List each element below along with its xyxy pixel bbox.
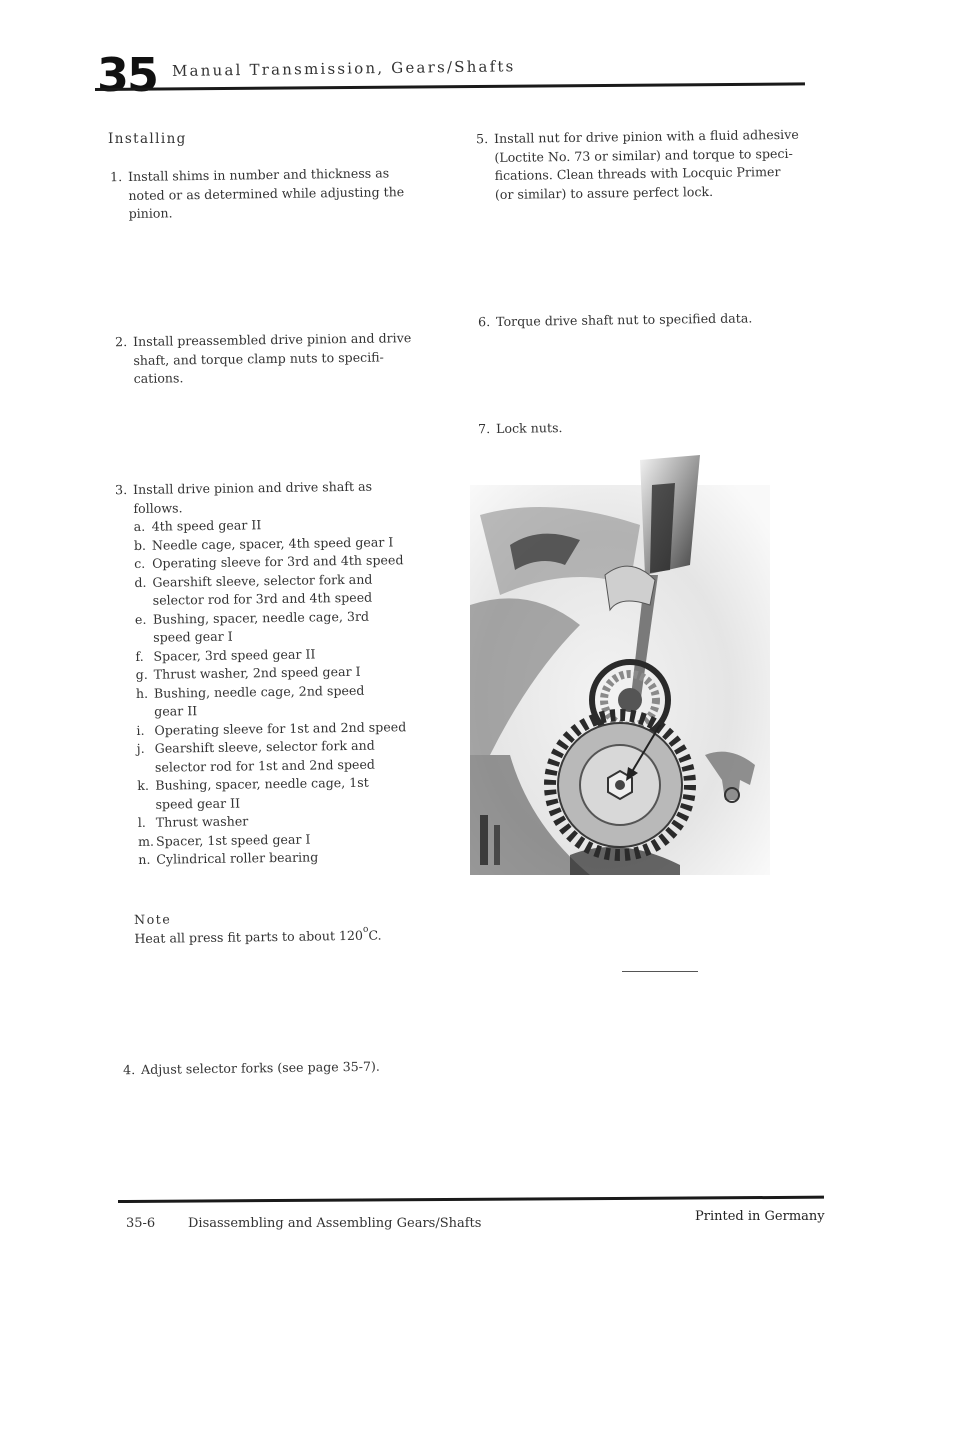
step-number: 1. <box>110 169 123 185</box>
substep-letter: m. <box>137 833 155 849</box>
note-text <box>134 926 382 950</box>
step-number: 3. <box>115 482 128 498</box>
substep-letter: f. <box>135 648 144 664</box>
page-number: 35-6 <box>126 1216 156 1231</box>
step-number: 5. <box>476 131 489 147</box>
step-line: pinion. <box>128 205 173 221</box>
substep-line: Spacer, 1st speed gear I <box>155 831 311 849</box>
substep-line: gear II <box>154 703 198 719</box>
header-rule <box>95 82 805 91</box>
step-line: (or similar) to assure perfect lock. <box>494 183 714 202</box>
substep-line: speed gear II <box>155 795 241 812</box>
substep-n <box>138 847 408 869</box>
step-3 <box>115 477 408 869</box>
step-line: follows. <box>133 499 183 516</box>
substep-letter: k. <box>137 777 149 793</box>
note-heading: Note <box>134 911 172 927</box>
substep-e <box>135 607 405 648</box>
substep-line: Operating sleeve for 1st and 2nd speed <box>154 718 407 738</box>
substep-line: Gearshift sleeve, selector fork and <box>154 737 375 756</box>
substep-line: Gearshift sleeve, selector fork and <box>152 571 373 590</box>
step-line: shaft, and torque clamp nuts to specifi- <box>133 349 384 368</box>
substep-h <box>136 681 406 722</box>
substep-letter: c. <box>134 555 146 571</box>
step-6 <box>478 309 753 331</box>
step-line: Torque drive shaft nut to specified data. <box>496 310 753 329</box>
footer-rule <box>118 1196 824 1203</box>
step-line: Install preassembled drive pinion and drive <box>133 330 412 349</box>
note-text-main: Heat all press fit parts to about 120 <box>134 927 364 946</box>
footer-title: Disassembling and Assembling Gears/Shafts <box>188 1216 482 1231</box>
section-heading: Installing <box>108 131 187 147</box>
substep-letter: i. <box>136 722 145 738</box>
substep-letter: d. <box>134 574 147 590</box>
step-line: fications. Clean threads with Locquic Primer <box>494 164 781 183</box>
gear-locking-photo <box>470 455 770 875</box>
substep-letter: l. <box>137 814 146 830</box>
substep-letter: j. <box>136 740 145 756</box>
substep-line: Thrust washer <box>155 813 249 830</box>
step-4 <box>123 1058 380 1080</box>
step-line: Install shims in number and thickness as <box>128 165 390 184</box>
step-number: 7. <box>478 421 491 437</box>
note-text-unit: C. <box>368 927 382 943</box>
degree-symbol: o <box>362 924 369 935</box>
separator-rule <box>622 971 698 972</box>
substep-line: Operating sleeve for 3rd and 4th speed <box>152 552 404 571</box>
step-line: Install nut for drive pinion with a fluid adhesive <box>494 126 799 146</box>
substep-letter: n. <box>138 851 151 867</box>
step-line: Install drive pinion and drive shaft as <box>133 478 373 497</box>
substep-line: 4th speed gear II <box>151 517 262 534</box>
substep-letter: e. <box>134 611 147 627</box>
substep-k <box>137 773 407 814</box>
substep-line: Spacer, 3rd speed gear II <box>153 645 316 664</box>
substep-line: Needle cage, spacer, 4th speed gear I <box>151 533 394 553</box>
step-number: 2. <box>115 334 128 350</box>
chapter-number: 35 <box>97 48 158 102</box>
substep-line: Bushing, needle cage, 2nd speed <box>153 682 365 701</box>
substep-letter: g. <box>135 666 148 682</box>
step-line: Adjust selector forks (see page 35-7). <box>141 1058 380 1077</box>
step-1 <box>110 164 405 223</box>
printed-in: Printed in Germany <box>695 1209 825 1224</box>
substep-j <box>137 736 407 777</box>
step-number: 4. <box>123 1062 136 1078</box>
substep-letter: h. <box>135 685 149 701</box>
substep-line: speed gear I <box>153 628 233 645</box>
substep-line: selector rod for 3rd and 4th speed <box>152 589 373 608</box>
substep-letter: a. <box>133 518 146 534</box>
step-line: (Loctite No. 73 or similar) and torque to speci- <box>494 145 793 165</box>
substep-line: Bushing, spacer, needle cage, 1st <box>155 774 369 793</box>
step-2 <box>115 329 412 388</box>
step-line: noted or as determined while adjusting the <box>128 183 405 203</box>
substep-line: selector rod for 1st and 2nd speed <box>154 756 376 775</box>
substep-d <box>134 570 404 611</box>
substep-line: Bushing, spacer, needle cage, 3rd <box>152 608 370 627</box>
chapter-title: Manual Transmission, Gears/Shafts <box>171 57 516 80</box>
note-block <box>134 908 382 950</box>
substep-line: Thrust washer, 2nd speed gear I <box>153 663 361 682</box>
step-5 <box>476 126 800 204</box>
substep-line: Cylindrical roller bearing <box>156 849 319 867</box>
step-line: Lock nuts. <box>496 420 563 436</box>
step-number: 6. <box>478 314 491 330</box>
step-line: cations. <box>133 370 184 386</box>
step-7 <box>478 419 563 438</box>
substep-letter: b. <box>133 537 147 553</box>
